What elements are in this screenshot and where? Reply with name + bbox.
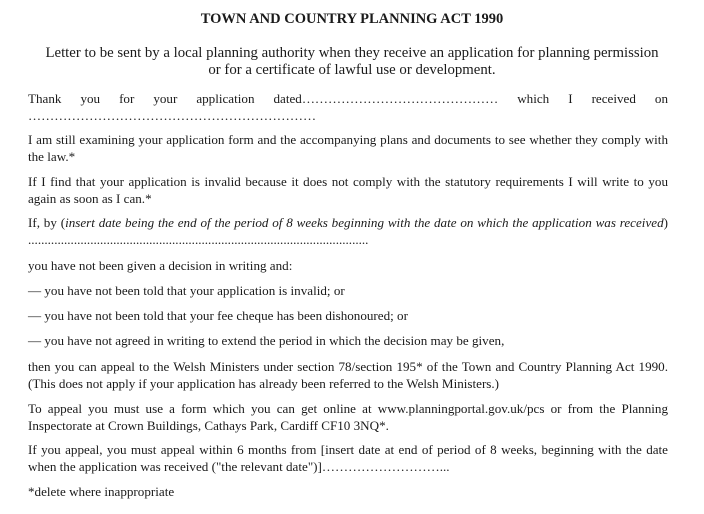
condition-cheque-not-dishonoured: — you have not been told that your fee cheque has been dishonoured; or	[28, 308, 408, 323]
application-received-paragraph	[28, 90, 668, 124]
appeal-deadline-paragraph: If you appeal, you must appeal within 6 months from [insert date at end of period of 8 weeks, beginning with the date when the application was received ("the relevant date")]………………………...	[28, 442, 668, 474]
application-received-line2: …………………………………………………………	[28, 108, 317, 123]
document-subtitle: Letter to be sent by a local planning authority when they receive an application for planning permission or for a certificate of lawful use or development.	[45, 45, 659, 78]
appeal-form-paragraph: To appeal you must use a form which you can get online at www.planningportal.gov.uk/pcs or from the Planning Inspectorate at Crown Buildings, Cathays Park, Cardiff CF10 3NQ*.	[28, 401, 668, 433]
condition-not-invalid: — you have not been told that your application is invalid; or	[28, 283, 345, 298]
invalid-application-paragraph: If I find that your application is invalid because it does not comply with the statutory requirements I will write to you again as soon as I can.*	[28, 174, 668, 206]
decision-date-instruction: insert date being the end of the period of 8 weeks beginning with the date on which the application was received	[65, 215, 664, 230]
application-received-line1: Thank you for your application dated……………………………………… which I received on	[28, 91, 668, 106]
no-decision-paragraph: you have not been given a decision in writing and:	[28, 258, 293, 273]
appeal-rights-paragraph: then you can appeal to the Welsh Ministers under section 78/section 195* of the Town and Country Planning Act 1990. (This does not apply if your application has already been referred to the Welsh Ministers.)	[28, 359, 668, 391]
examining-paragraph: I am still examining your application form and the accompanying plans and documents to see whether they comply with the law.*	[28, 132, 668, 164]
decision-date-prefix: If, by (	[28, 215, 66, 230]
decision-date-suffix: ) ........................................................................................................	[28, 215, 668, 247]
condition-no-extension: — you have not agreed in writing to extend the period in which the decision may be given,	[28, 333, 505, 348]
footnote: *delete where inappropriate	[28, 484, 175, 499]
document-title: TOWN AND COUNTRY PLANNING ACT 1990	[200, 11, 504, 27]
decision-date-paragraph	[28, 214, 668, 248]
